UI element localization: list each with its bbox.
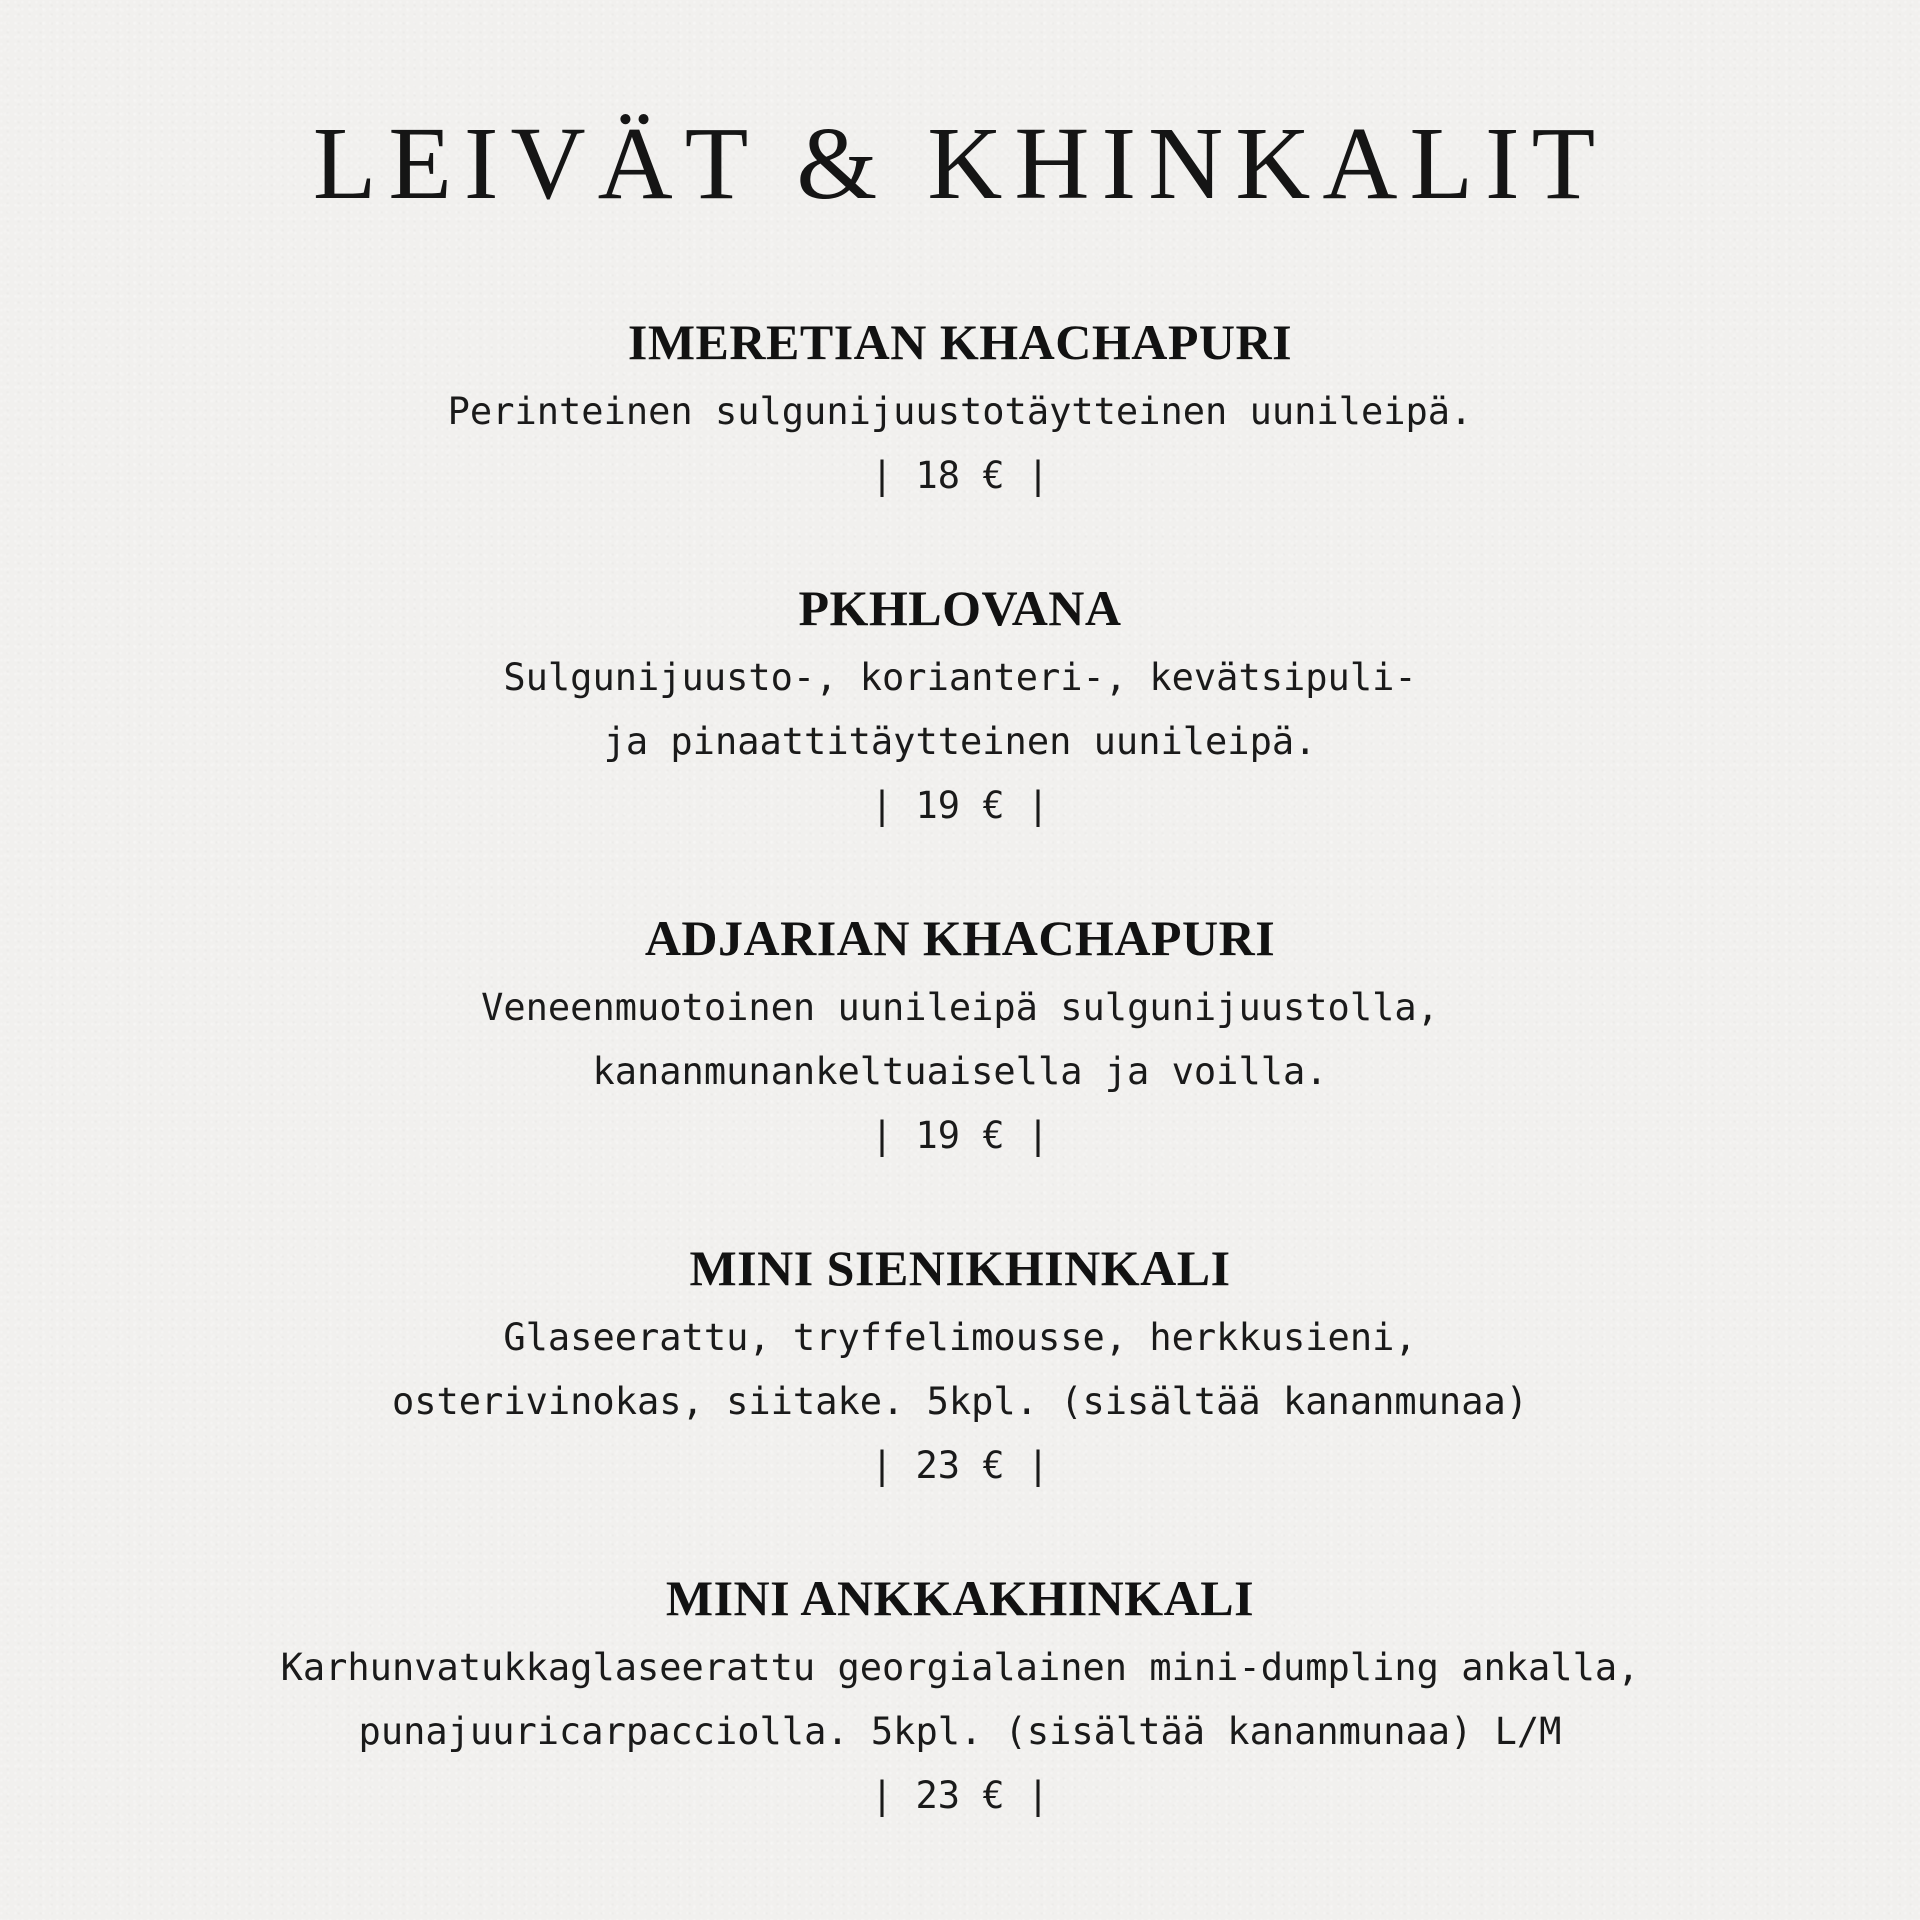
menu-item bbox=[0, 578, 1920, 838]
menu-item-description-line: kananmunankeltuaisella ja voilla. bbox=[592, 1050, 1328, 1093]
menu-item-description bbox=[0, 1306, 1920, 1434]
menu-item-description bbox=[0, 976, 1920, 1104]
menu-item-price: | 19 € | bbox=[870, 784, 1050, 827]
menu-item-description bbox=[0, 380, 1920, 444]
menu-item-description-line: osterivinokas, siitake. 5kpl. (sisältää kananmunaa) bbox=[391, 1380, 1529, 1423]
menu-item-description-line: Karhunvatukkaglaseerattu georgialainen mini-dumpling ankalla, bbox=[280, 1646, 1640, 1689]
menu-item bbox=[0, 1568, 1920, 1828]
menu-item-description bbox=[0, 1636, 1920, 1764]
menu-item-description bbox=[0, 646, 1920, 774]
menu-item bbox=[0, 908, 1920, 1168]
menu-item-price: | 23 € | bbox=[870, 1444, 1050, 1487]
menu-item-price: | 18 € | bbox=[870, 454, 1050, 497]
menu-item-name: MINI ANKKAKHINKALI bbox=[665, 1570, 1255, 1626]
menu-item-name: IMERETIAN KHACHAPURI bbox=[627, 314, 1293, 370]
menu-item-name: MINI SIENIKHINKALI bbox=[689, 1240, 1231, 1296]
menu-item-name: ADJARIAN KHACHAPURI bbox=[644, 910, 1276, 966]
menu-item-price: | 23 € | bbox=[870, 1774, 1050, 1817]
menu-item-description-line: Perinteinen sulgunijuustotäytteinen uunileipä. bbox=[447, 390, 1473, 433]
menu-item-description-line: Veneenmuotoinen uunileipä sulgunijuustolla, bbox=[481, 986, 1439, 1029]
menu-item-description-line: Sulgunijuusto-, korianteri-, kevätsipuli- bbox=[503, 656, 1417, 699]
menu-item-description-line: punajuuricarpacciolla. 5kpl. (sisältää kananmunaa) L/M bbox=[358, 1710, 1562, 1753]
menu-item bbox=[0, 1238, 1920, 1498]
menu-item-description-line: Glaseerattu, tryffelimousse, herkkusieni, bbox=[503, 1316, 1417, 1359]
menu-item bbox=[0, 312, 1920, 508]
menu-item-price: | 19 € | bbox=[870, 1114, 1050, 1157]
menu-title: LEIVÄT & KHINKALIT bbox=[312, 106, 1608, 221]
menu-item-description-line: ja pinaattitäytteinen uunileipä. bbox=[603, 720, 1317, 763]
menu-item-name: PKHLOVANA bbox=[798, 580, 1122, 636]
